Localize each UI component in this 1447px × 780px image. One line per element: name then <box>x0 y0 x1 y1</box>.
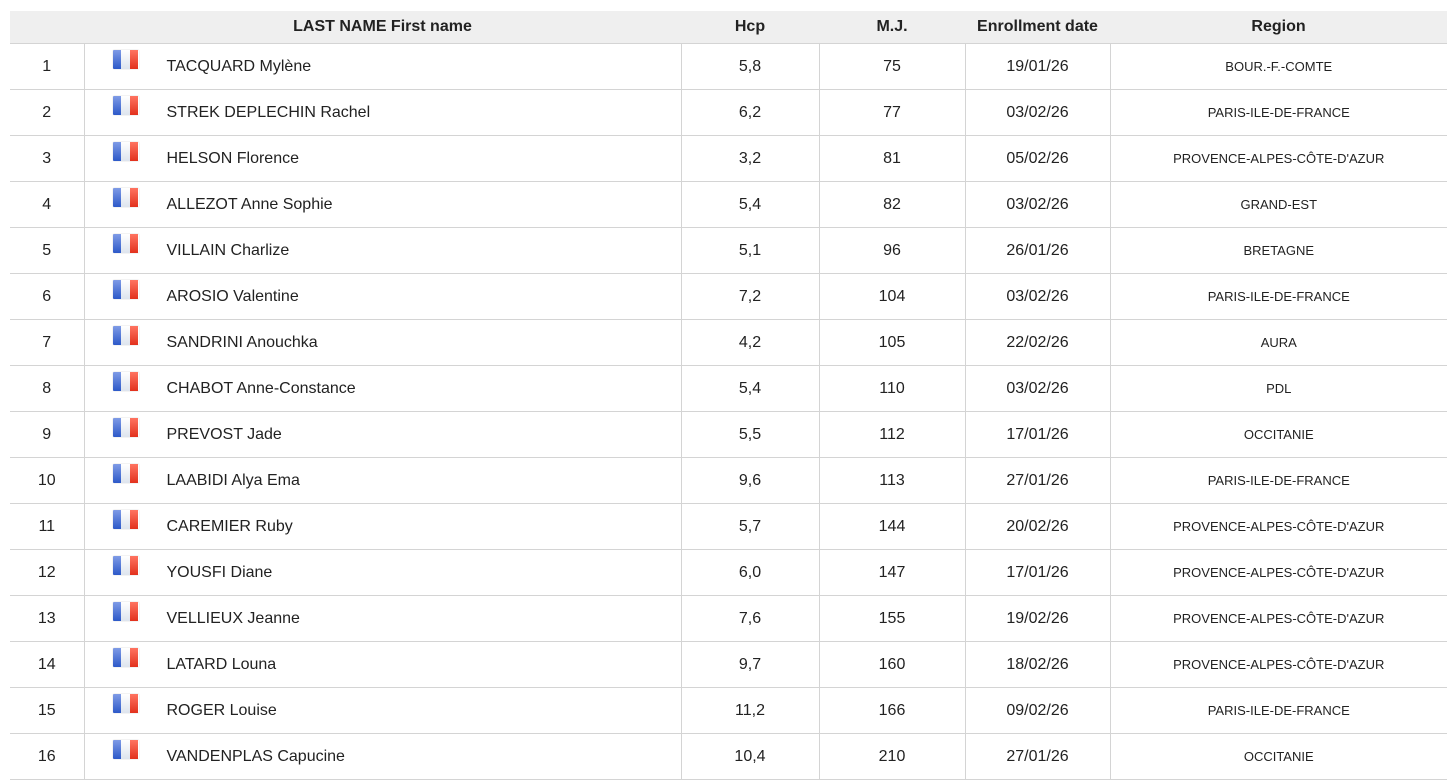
player-cell[interactable] <box>84 182 681 228</box>
player-name[interactable]: YOUSFI Diane <box>166 563 273 581</box>
table-row[interactable] <box>10 274 1447 320</box>
player-name[interactable]: CHABOT Anne-Constance <box>166 379 356 397</box>
header-row <box>10 11 1447 44</box>
enrollment-date-cell: 03/02/26 <box>965 274 1110 320</box>
mj-cell: 82 <box>819 182 965 228</box>
france-flag-icon <box>113 418 139 437</box>
table-row[interactable] <box>10 688 1447 734</box>
region-cell: PDL <box>1110 366 1447 412</box>
enrollment-date-cell: 22/02/26 <box>965 320 1110 366</box>
region-cell: OCCITANIE <box>1110 734 1447 780</box>
region-cell: AURA <box>1110 320 1447 366</box>
table-row[interactable] <box>10 412 1447 458</box>
rank-cell: 2 <box>10 90 84 136</box>
region-cell: PROVENCE-ALPES-CÔTE-D'AZUR <box>1110 136 1447 182</box>
hcp-cell: 9,6 <box>681 458 819 504</box>
enrollment-date-cell: 05/02/26 <box>965 136 1110 182</box>
region-cell: BRETAGNE <box>1110 228 1447 274</box>
mj-cell: 81 <box>819 136 965 182</box>
enrollment-date-cell: 03/02/26 <box>965 90 1110 136</box>
table-row[interactable] <box>10 320 1447 366</box>
france-flag-icon <box>113 188 139 207</box>
player-name[interactable]: LAABIDI Alya Ema <box>166 471 300 489</box>
region-cell: PARIS-ILE-DE-FRANCE <box>1110 458 1447 504</box>
player-cell[interactable] <box>84 136 681 182</box>
hcp-cell: 5,5 <box>681 412 819 458</box>
region-cell: PROVENCE-ALPES-CÔTE-D'AZUR <box>1110 550 1447 596</box>
rank-cell: 13 <box>10 596 84 642</box>
hcp-cell: 4,2 <box>681 320 819 366</box>
rank-cell: 5 <box>10 228 84 274</box>
player-cell[interactable] <box>84 596 681 642</box>
mj-cell: 105 <box>819 320 965 366</box>
enrollment-date-cell: 27/01/26 <box>965 458 1110 504</box>
france-flag-icon <box>113 326 139 345</box>
hcp-cell: 5,4 <box>681 366 819 412</box>
mj-cell: 75 <box>819 44 965 90</box>
enrollment-date-cell: 03/02/26 <box>965 182 1110 228</box>
mj-cell: 210 <box>819 734 965 780</box>
header-enrollment-date[interactable]: Enrollment date <box>965 11 1110 44</box>
enrollment-date-cell: 03/02/26 <box>965 366 1110 412</box>
hcp-cell: 7,6 <box>681 596 819 642</box>
hcp-cell: 5,4 <box>681 182 819 228</box>
rank-cell: 10 <box>10 458 84 504</box>
hcp-cell: 5,1 <box>681 228 819 274</box>
region-cell: OCCITANIE <box>1110 412 1447 458</box>
player-name[interactable]: SANDRINI Anouchka <box>166 333 318 351</box>
hcp-cell: 7,2 <box>681 274 819 320</box>
rank-cell: 14 <box>10 642 84 688</box>
player-cell[interactable] <box>84 412 681 458</box>
region-cell: PROVENCE-ALPES-CÔTE-D'AZUR <box>1110 596 1447 642</box>
mj-cell: 112 <box>819 412 965 458</box>
table-row[interactable] <box>10 550 1447 596</box>
hcp-cell: 5,8 <box>681 44 819 90</box>
player-name[interactable]: CAREMIER Ruby <box>166 517 293 535</box>
hcp-cell: 3,2 <box>681 136 819 182</box>
player-cell[interactable] <box>84 366 681 412</box>
table-row[interactable] <box>10 136 1447 182</box>
mj-cell: 166 <box>819 688 965 734</box>
region-cell: PARIS-ILE-DE-FRANCE <box>1110 90 1447 136</box>
player-cell[interactable] <box>84 734 681 780</box>
table-row[interactable] <box>10 596 1447 642</box>
region-cell: GRAND-EST <box>1110 182 1447 228</box>
mj-cell: 144 <box>819 504 965 550</box>
player-name[interactable]: ALLEZOT Anne Sophie <box>166 195 333 213</box>
player-name[interactable]: TACQUARD Mylène <box>166 57 312 75</box>
rank-cell: 6 <box>10 274 84 320</box>
player-name[interactable]: LATARD Louna <box>166 655 277 673</box>
table-row[interactable] <box>10 228 1447 274</box>
player-name[interactable]: STREK DEPLECHIN Rachel <box>166 103 371 121</box>
enrollment-date-cell: 18/02/26 <box>965 642 1110 688</box>
rank-cell: 4 <box>10 182 84 228</box>
header-region[interactable]: Region <box>1110 11 1447 44</box>
rank-cell: 9 <box>10 412 84 458</box>
region-cell: PARIS-ILE-DE-FRANCE <box>1110 274 1447 320</box>
hcp-cell: 11,2 <box>681 688 819 734</box>
france-flag-icon <box>113 50 139 69</box>
player-cell[interactable] <box>84 642 681 688</box>
region-cell: PROVENCE-ALPES-CÔTE-D'AZUR <box>1110 504 1447 550</box>
france-flag-icon <box>113 142 139 161</box>
table-row[interactable] <box>10 458 1447 504</box>
rank-cell: 11 <box>10 504 84 550</box>
region-cell: PARIS-ILE-DE-FRANCE <box>1110 688 1447 734</box>
france-flag-icon <box>113 96 139 115</box>
mj-cell: 104 <box>819 274 965 320</box>
player-name[interactable]: ROGER Louise <box>166 701 277 719</box>
rank-cell: 16 <box>10 734 84 780</box>
france-flag-icon <box>113 740 139 759</box>
mj-cell: 77 <box>819 90 965 136</box>
france-flag-icon <box>113 602 139 621</box>
mj-cell: 155 <box>819 596 965 642</box>
mj-cell: 96 <box>819 228 965 274</box>
france-flag-icon <box>113 694 139 713</box>
player-cell[interactable] <box>84 274 681 320</box>
header-name[interactable]: LAST NAME First name <box>84 11 681 44</box>
region-cell: PROVENCE-ALPES-CÔTE-D'AZUR <box>1110 642 1447 688</box>
hcp-cell: 10,4 <box>681 734 819 780</box>
table-row[interactable] <box>10 504 1447 550</box>
region-cell: BOUR.-F.-COMTE <box>1110 44 1447 90</box>
header-hcp[interactable]: Hcp <box>681 11 819 44</box>
player-cell[interactable] <box>84 458 681 504</box>
header-rank <box>10 11 84 44</box>
table-row[interactable] <box>10 366 1447 412</box>
enrollment-date-cell: 27/01/26 <box>965 734 1110 780</box>
rank-cell: 12 <box>10 550 84 596</box>
hcp-cell: 5,7 <box>681 504 819 550</box>
player-name[interactable]: VELLIEUX Jeanne <box>166 609 300 627</box>
player-cell[interactable] <box>84 44 681 90</box>
hcp-cell: 6,2 <box>681 90 819 136</box>
header-mj[interactable]: M.J. <box>819 11 965 44</box>
player-cell[interactable] <box>84 688 681 734</box>
enrollment-date-cell: 19/02/26 <box>965 596 1110 642</box>
rank-cell: 3 <box>10 136 84 182</box>
hcp-cell: 9,7 <box>681 642 819 688</box>
enrollment-date-cell: 26/01/26 <box>965 228 1110 274</box>
mj-cell: 113 <box>819 458 965 504</box>
table-row[interactable] <box>10 734 1447 780</box>
france-flag-icon <box>113 510 139 529</box>
france-flag-icon <box>113 464 139 483</box>
player-name[interactable]: AROSIO Valentine <box>166 287 299 305</box>
rank-cell: 8 <box>10 366 84 412</box>
table-body <box>10 44 1447 780</box>
player-cell[interactable] <box>84 504 681 550</box>
player-name[interactable]: VILLAIN Charlize <box>166 241 290 259</box>
player-name[interactable]: HELSON Florence <box>166 149 299 167</box>
france-flag-icon <box>113 280 139 299</box>
table-row[interactable] <box>10 90 1447 136</box>
rank-cell: 1 <box>10 44 84 90</box>
rank-cell: 15 <box>10 688 84 734</box>
mj-cell: 147 <box>819 550 965 596</box>
player-name[interactable]: VANDENPLAS Capucine <box>166 747 345 765</box>
enrollment-date-cell: 17/01/26 <box>965 550 1110 596</box>
players-table <box>10 11 1447 780</box>
table-header <box>10 11 1447 44</box>
enrollment-date-cell: 19/01/26 <box>965 44 1110 90</box>
enrollment-date-cell: 17/01/26 <box>965 412 1110 458</box>
player-cell[interactable] <box>84 320 681 366</box>
player-cell[interactable] <box>84 90 681 136</box>
enrollment-date-cell: 20/02/26 <box>965 504 1110 550</box>
france-flag-icon <box>113 234 139 253</box>
table-row[interactable] <box>10 182 1447 228</box>
rank-cell: 7 <box>10 320 84 366</box>
hcp-cell: 6,0 <box>681 550 819 596</box>
player-cell[interactable] <box>84 228 681 274</box>
mj-cell: 110 <box>819 366 965 412</box>
france-flag-icon <box>113 372 139 391</box>
enrollment-date-cell: 09/02/26 <box>965 688 1110 734</box>
table-row[interactable] <box>10 44 1447 90</box>
france-flag-icon <box>113 556 139 575</box>
table-row[interactable] <box>10 642 1447 688</box>
player-cell[interactable] <box>84 550 681 596</box>
france-flag-icon <box>113 648 139 667</box>
player-name[interactable]: PREVOST Jade <box>166 425 282 443</box>
mj-cell: 160 <box>819 642 965 688</box>
